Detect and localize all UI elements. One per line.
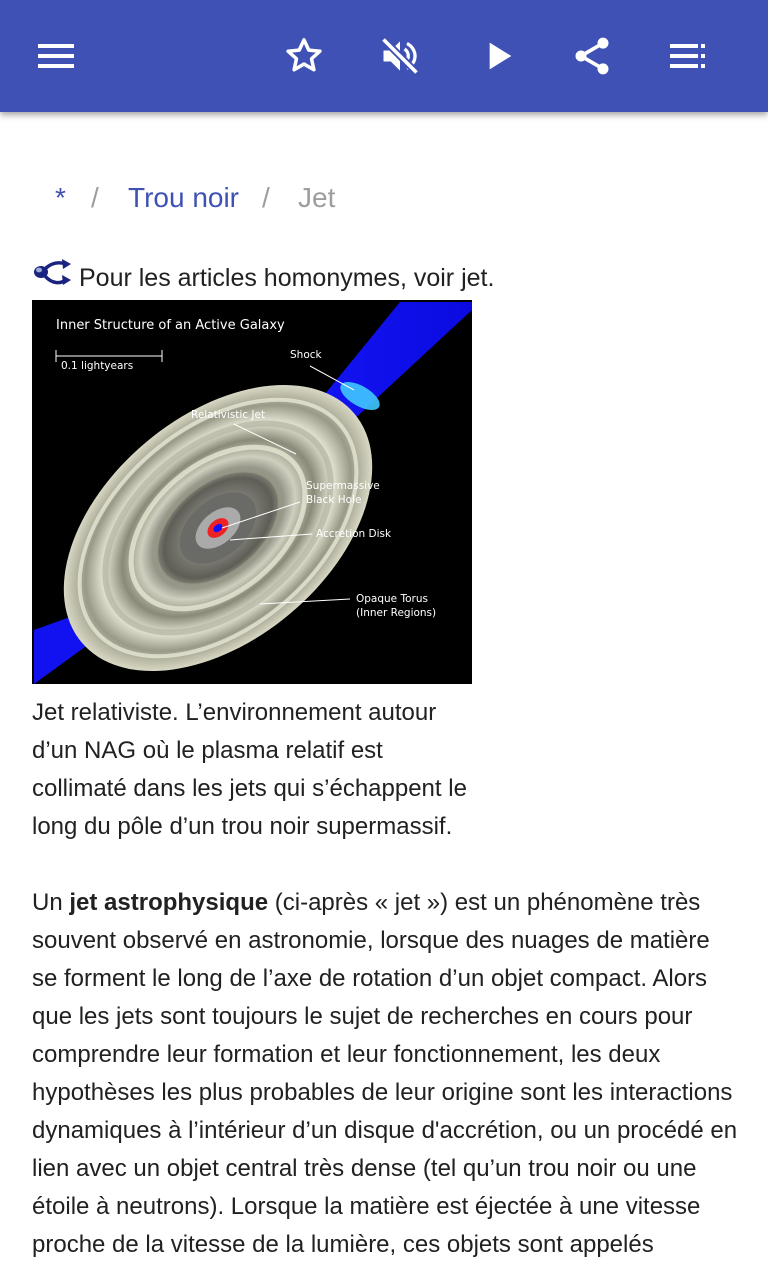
disambiguation-icon (32, 258, 72, 292)
figure-image[interactable] (32, 300, 472, 684)
share-button[interactable] (564, 28, 620, 84)
breadcrumb-root-link[interactable]: * (55, 182, 66, 213)
play-icon (478, 36, 518, 76)
article-term: jet astrophysique (69, 889, 269, 916)
share-icon (570, 34, 614, 78)
breadcrumb-current: Jet (298, 182, 336, 213)
figure-title: Inner Structure of an Active Galaxy (56, 318, 285, 333)
toc-button[interactable] (660, 28, 716, 84)
volume-off-icon (378, 34, 422, 78)
article-intro: Un (32, 889, 70, 916)
menu-icon (36, 36, 76, 76)
list-icon (668, 36, 708, 76)
breadcrumb-separator: / (262, 182, 270, 213)
accretion-disk-label: Accretion Disk (316, 528, 392, 540)
torus-label-line1: Opaque Torus (356, 593, 428, 605)
breadcrumb-separator: / (91, 182, 99, 213)
article-text: (ci-après « jet ») est un phénomène très souvent observé en astronomie, lorsque des nuages de matière se forment le long de l’axe de rotation d’un objet compact. Alors que les jets sont toujours le sujet de recherches en cours pour comprendre leur formation et leur fonctionnement, les deux hypothèses les plus probables de leur origine sont les interactions dynamiques à l’intérieur d’un disque d'accrétion, ou un procédé en lien avec un objet central très dense (tel qu’un trou noir ou une étoile à neutrons). Lorsque la matière est éjectée à une vitesse proche de la vitesse de la lumière, ces objets sont appelés (32, 889, 738, 1258)
black-hole-label-line1: Supermassive (306, 480, 380, 492)
article-paragraph (32, 884, 740, 1264)
figure-caption: Jet relativiste. L’environnement autour d’un NAG où le plasma relatif est collimaté dans les jets qui s’échappent le long du pôle d’un trou noir supermassif. (32, 699, 467, 840)
favorite-button[interactable] (276, 28, 332, 84)
scale-label: 0.1 lightyears (61, 360, 134, 372)
star-icon (282, 34, 326, 78)
breadcrumb-parent-link[interactable]: Trou noir (128, 182, 240, 213)
black-hole-label-line2: Black Hole (306, 494, 362, 506)
shock-label: Shock (290, 349, 322, 361)
torus-label-line2: (Inner Regions) (356, 607, 437, 619)
active-galaxy-diagram (32, 300, 472, 684)
mute-button[interactable] (372, 28, 428, 84)
homonym-link-text[interactable]: Pour les articles homonymes, voir jet. (79, 264, 495, 292)
play-button[interactable] (470, 28, 526, 84)
app-bar (0, 0, 768, 112)
homonym-note (32, 256, 752, 300)
menu-button[interactable] (28, 28, 84, 84)
jet-label: Relativistic Jet (191, 409, 266, 421)
breadcrumb (0, 178, 768, 218)
